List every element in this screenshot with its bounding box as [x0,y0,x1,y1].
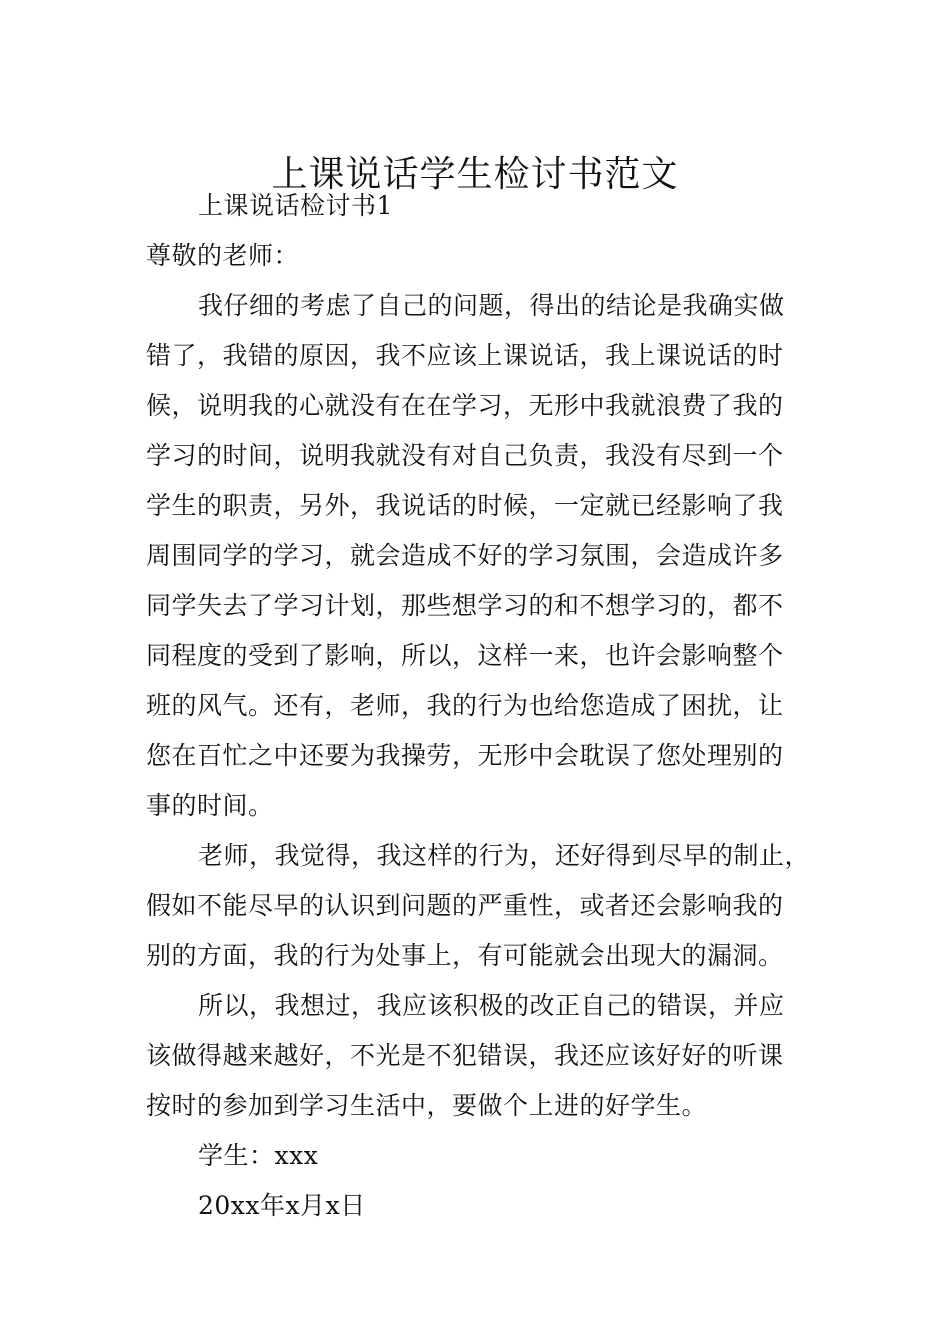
paragraph-line: 学生的职责，另外，我说话的时候，一定就已经影响了我 [146,491,784,520]
paragraph-line: 周围同学的学习，就会造成不好的学习氛围，会造成许多 [146,541,784,570]
date: 20xx年x月x日 [198,1191,366,1220]
document-body [146,181,826,1231]
paragraph-line: 假如不能尽早的认识到问题的严重性，或者还会影响我的 [146,891,784,920]
paragraph-line: 所以，我想过，我应该积极的改正自己的错误，并应 [198,991,785,1020]
paragraph-line: 学习的时间，说明我就没有对自己负责，我没有尽到一个 [146,441,784,470]
paragraph-line: 班的风气。还有，老师，我的行为也给您造成了困扰，让 [146,691,784,720]
paragraph-line: 同程度的受到了影响，所以，这样一来，也许会影响整个 [146,641,784,670]
paragraph-line: 候，说明我的心就没有在在学习，无形中我就浪费了我的 [146,391,784,420]
document-title: 上课说话学生检讨书范文 [271,154,679,196]
paragraph-line: 错了，我错的原因，我不应该上课说话，我上课说话的时 [146,341,784,370]
paragraph-line: 该做得越来越好，不光是不犯错误，我还应该好好的听课 [146,1041,784,1070]
paragraph-line: 同学失去了学习计划，那些想学习的和不想学习的，都不 [146,591,784,620]
paragraph-line: 别的方面，我的行为处事上，有可能就会出现大的漏洞。 [146,941,784,970]
paragraph-line: 您在百忙之中还要为我操劳，无形中会耽误了您处理别的 [146,741,784,770]
paragraph-line: 按时的参加到学习生活中，要做个上进的好学生。 [146,1091,708,1120]
signature: 学生：xxx [198,1141,319,1170]
paragraph-line: 事的时间。 [146,791,274,820]
document-subtitle: 上课说话检讨书1 [198,191,393,220]
greeting: 尊敬的老师： [146,241,300,270]
paragraph-3 [146,981,826,1131]
paragraph-line: 老师，我觉得，我这样的行为，还好得到尽早的制止， [198,841,811,870]
paragraph-1 [146,281,826,831]
paragraph-line: 我仔细的考虑了自己的问题，得出的结论是我确实做 [198,291,785,320]
paragraph-2 [146,831,826,981]
